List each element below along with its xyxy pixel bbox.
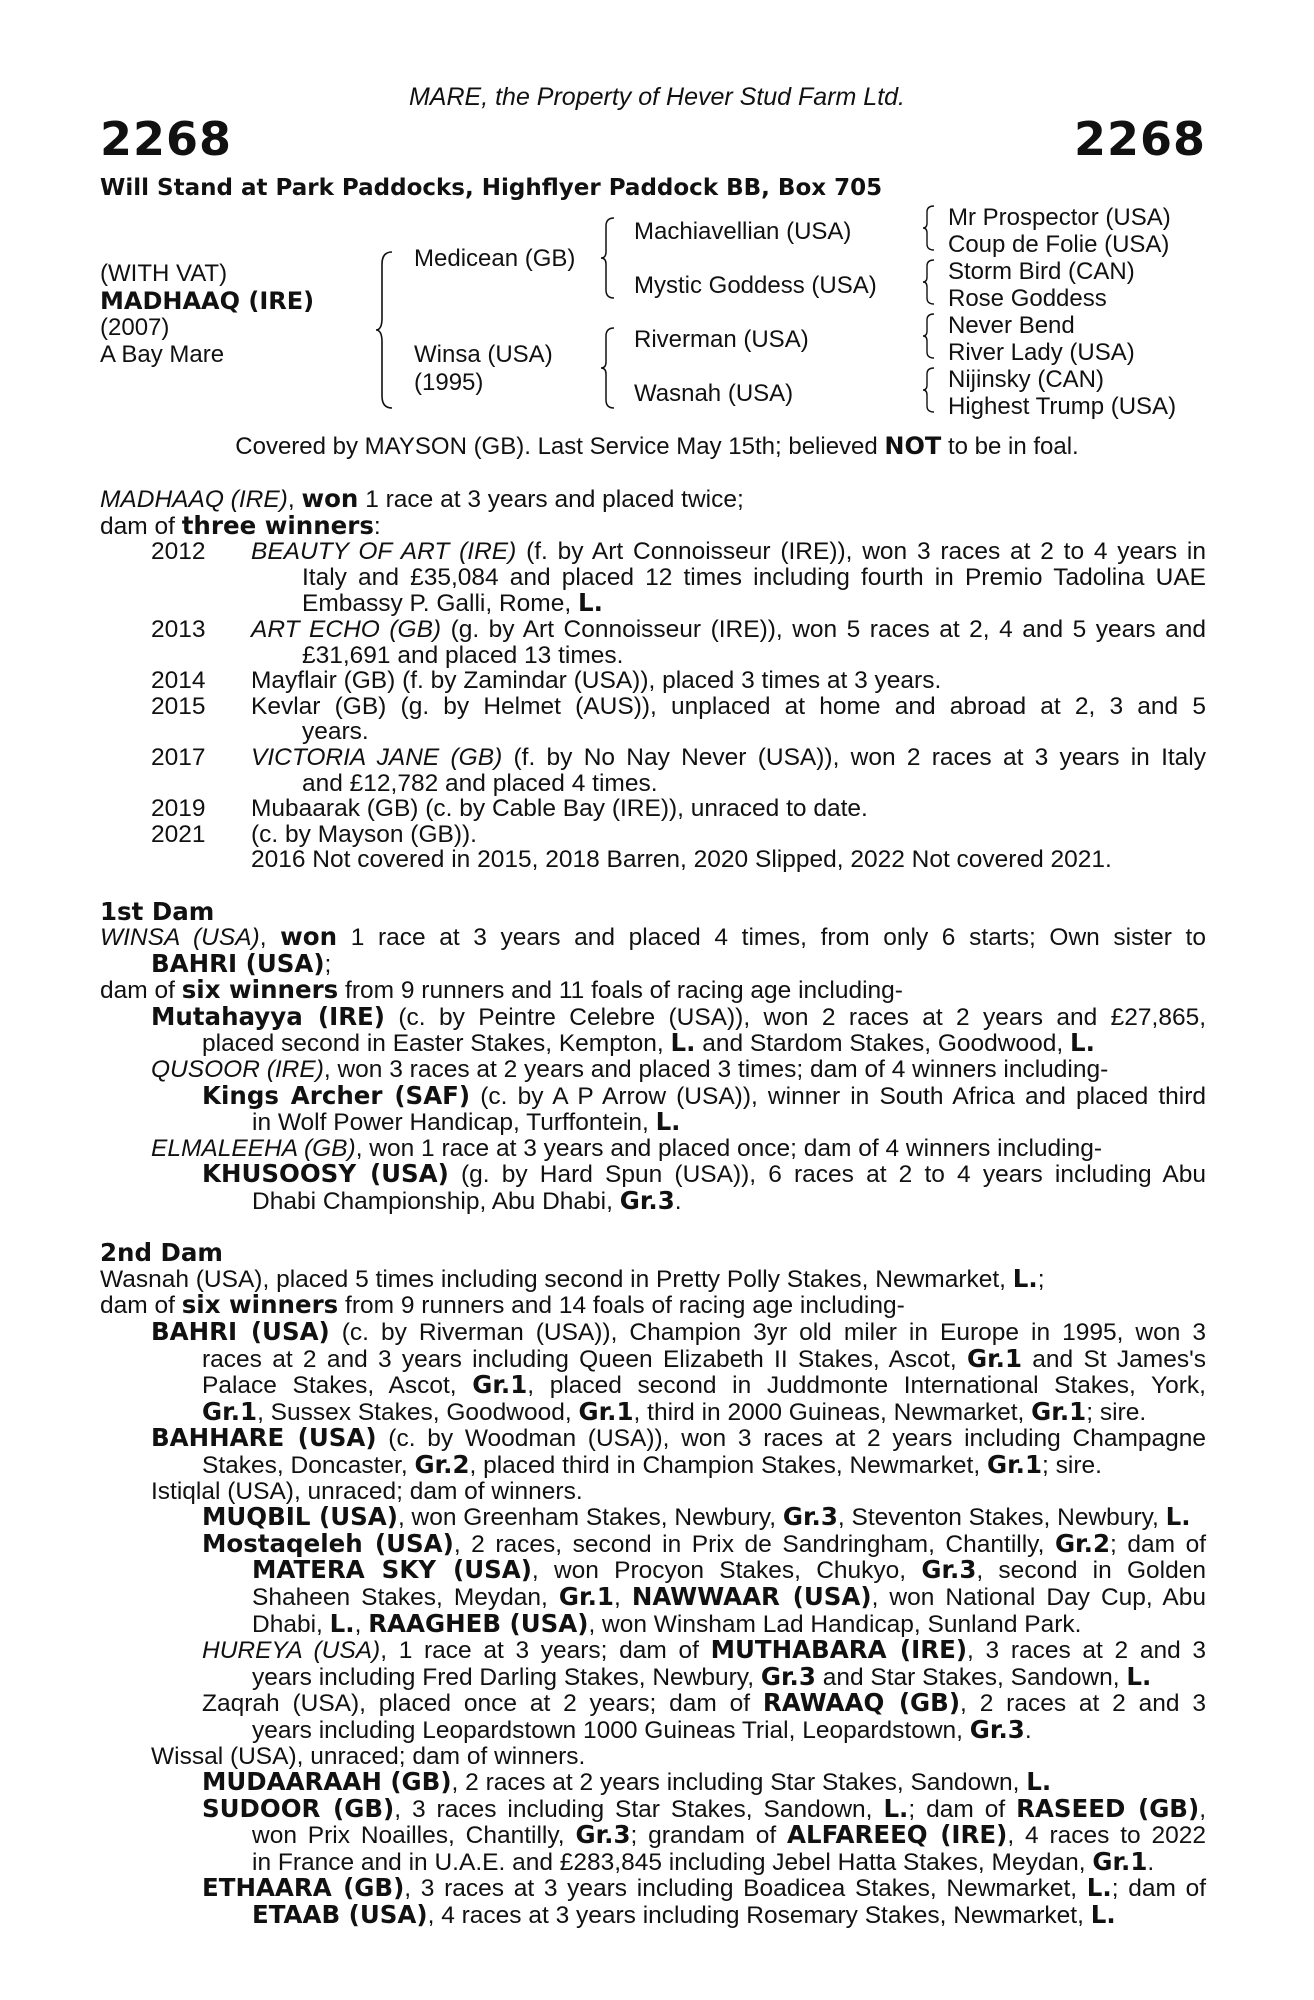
pedigree-line: KHUSOOSY (USA) (g. by Hard Spun (USA)), 6 races at 2 to 4 years including Abu (202, 1159, 1207, 1189)
pedigree-line: BAHRI (USA); (151, 948, 332, 978)
produce-record: 1 race at 3 years and placed twice; (358, 486, 744, 513)
pedigree-dam-sire: Riverman (USA) (634, 326, 809, 353)
produce-notes: 2016 Not covered in 2015, 2018 Barren, 2020 Slipped, 2022 Not covered 2021. (251, 846, 1112, 874)
produce-year: 2013 (151, 615, 206, 643)
pedigree-ssd: Coup de Folie (USA) (948, 231, 1170, 258)
produce-entry-line: 2019 Mubaarak (GB) (c. by Cable Bay (IRE)), unraced to date. (100, 796, 1206, 822)
pedigree-line: Palace Stakes, Ascot, Gr.1, placed second in Juddmonte International Stakes, York, (202, 1370, 1206, 1400)
covered-pre: Covered by MAYSON (GB). Last Service May 15th; believed (235, 433, 885, 460)
stand-location: Will Stand at Park Paddocks, Highflyer Paddock BB, Box 705 (100, 175, 883, 201)
covered-statement (0, 432, 1314, 461)
covered-not: NOT (884, 432, 942, 460)
pedigree-dsd: River Lady (USA) (948, 339, 1135, 366)
pedigree-sire-sire: Machiavellian (USA) (634, 218, 852, 245)
pedigree-line: Shaheen Stakes, Meydan, Gr.1, NAWWAAR (USA), won National Day Cup, Abu (252, 1581, 1206, 1611)
produce-entry-line: 2017 VICTORIA JANE (GB) (f. by No Nay Never (USA)), won 2 races at 3 years in Italy (100, 745, 1206, 771)
pedigree-line: Mutahayya (IRE) (c. by Peintre Celebre (USA)), won 2 races at 2 years and £27,865, (151, 1001, 1207, 1031)
produce-year: 2017 (151, 743, 206, 771)
pedigree-line: Wissal (USA), unraced; dam of winners. (151, 1742, 586, 1770)
second-dam-heading: 2nd Dam (100, 1238, 223, 1268)
pedigree-line: MUDAARAAH (GB), 2 races at 2 years including Star Stakes, Sandown, L. (202, 1767, 1052, 1797)
pedigree-line: MATERA SKY (USA), won Procyon Stakes, Chukyo, Gr.3, second in Golden (252, 1555, 1206, 1585)
brace-sd (922, 258, 936, 306)
first-dam-heading: 1st Dam (100, 896, 215, 926)
pedigree-line: dam of six winners from 9 runners and 14 foals of racing age including- (100, 1290, 905, 1320)
pedigree-line: ETHAARA (GB), 3 races at 3 years including Boadicea Stakes, Newmarket, L.; dam of (202, 1873, 1206, 1903)
pedigree-line: in Wolf Power Handicap, Turffontein, L. (252, 1107, 681, 1137)
pedigree-line: Kings Archer (SAF) (c. by A P Arrow (USA)), winner in South Africa and placed third (202, 1080, 1206, 1110)
lot-number-right: 2268 (1073, 112, 1206, 166)
pedigree-line: WINSA (USA), won 1 race at 3 years and placed 4 times, from only 6 starts; Own sister to (100, 922, 1206, 952)
pedigree-line: years including Leopardstown 1000 Guineas Trial, Leopardstown, Gr.3. (252, 1714, 1032, 1744)
pedigree-line: races at 2 and 3 years including Queen Elizabeth II Stakes, Ascot, Gr.1 and St James's (202, 1343, 1206, 1373)
brace-sire (600, 216, 616, 300)
pedigree-line: BAHRI (USA) (c. by Riverman (USA)), Champion 3yr old miler in Europe in 1995, won 3 (151, 1317, 1206, 1346)
pedigree-line: HUREYA (USA), 1 race at 3 years; dam of MUTHABARA (IRE), 3 races at 2 and 3 (202, 1635, 1207, 1665)
produce-entry-line: 2015 Kevlar (GB) (g. by Helmet (AUS)), unplaced at home and abroad at 2, 3 and 5 (100, 694, 1206, 720)
produce-dam-name: MADHAAQ (IRE) (100, 486, 288, 513)
pedigree-dam-year: (1995) (414, 369, 484, 396)
pedigree-line: Zaqrah (USA), placed once at 2 years; dam of RAWAAQ (GB), 2 races at 2 and 3 (202, 1688, 1206, 1718)
pedigree-line: Wasnah (USA), placed 5 times including second in Pretty Polly Stakes, Newmarket, L.; (100, 1263, 1045, 1293)
pedigree-line: Mostaqeleh (USA), 2 races, second in Prix de Sandringham, Chantilly, Gr.2; dam of (202, 1528, 1207, 1558)
pedigree-line: ELMALEEHA (GB), won 1 race at 3 years and placed once; dam of 4 winners including- (151, 1134, 1103, 1162)
pedigree-line: QUSOOR (IRE), won 3 races at 2 years and placed 3 times; dam of 4 winners including- (151, 1056, 1109, 1084)
horse-year: (2007) (100, 314, 170, 341)
pedigree-ddd: Highest Trump (USA) (948, 393, 1177, 420)
produce-entry-line: 2014 Mayflair (GB) (f. by Zamindar (USA)), placed 3 times at 3 years. (100, 668, 1206, 694)
pedigree-dss: Never Bend (948, 312, 1075, 339)
pedigree-line: Gr.1, Sussex Stakes, Goodwood, Gr.1, third in 2000 Guineas, Newmarket, Gr.1; sire. (202, 1396, 1147, 1426)
produce-list (100, 539, 1206, 847)
pedigree-dam: Winsa (USA) (414, 341, 553, 368)
pedigree-line: Dhabi Championship, Abu Dhabi, Gr.3. (252, 1186, 682, 1216)
pedigree-line: MUQBIL (USA), won Greenham Stakes, Newbury, Gr.3, Steventon Stakes, Newbury, L. (202, 1502, 1191, 1532)
pedigree-line: ETAAB (USA), 4 races at 3 years including Rosemary Stakes, Newmarket, L. (252, 1900, 1116, 1930)
produce-entry-line: and £12,782 and placed 4 times. (302, 769, 658, 797)
produce-entry-line: years. (302, 718, 369, 746)
catalogue-body (100, 486, 1206, 1929)
vendor-line: MARE, the Property of Hever Stud Farm Ltd. (408, 83, 906, 111)
pedigree-dam-dam: Wasnah (USA) (634, 380, 794, 407)
pedigree-sire-dam: Mystic Goddess (USA) (634, 272, 877, 299)
second-dam-section (100, 1263, 1207, 1930)
brace-dam (600, 326, 616, 410)
pedigree-line: years including Fred Darling Stakes, Newbury, Gr.3 and Star Stakes, Sandown, L. (252, 1661, 1152, 1691)
pedigree-line: SUDOOR (GB), 3 races including Star Stakes, Sandown, L.; dam of RASEED (GB), (202, 1793, 1206, 1823)
pedigree-line: dam of six winners from 9 runners and 11 foals of racing age including- (100, 975, 903, 1005)
pedigree-line: placed second in Easter Stakes, Kempton, L. and Stardom Stakes, Goodwood, L. (202, 1028, 1095, 1058)
produce-won: won (301, 484, 359, 513)
pedigree-sss: Mr Prospector (USA) (948, 204, 1171, 231)
produce-entry-line: Embassy P. Galli, Rome, L. (302, 588, 603, 618)
produce-entry-line: 2021 (c. by Mayson (GB)). (100, 822, 1206, 848)
produce-entry-line: Italy and £35,084 and placed 12 times including fourth in Premio Tadolina UAE (302, 563, 1206, 591)
pedigree-line: won Prix Noailles, Chantilly, Gr.3; grandam of ALFAREEQ (IRE), 4 races to 2022 (252, 1820, 1207, 1850)
produce-entry-line: £31,691 and placed 13 times. (302, 641, 624, 669)
produce-intro: MADHAAQ (IRE), won 1 race at 3 years and placed twice; (100, 484, 744, 513)
horse-description: A Bay Mare (100, 341, 225, 368)
covered-post: to be in foal. (941, 433, 1079, 460)
produce-dam-of: dam of three winners: (100, 510, 381, 540)
brace-dd (922, 366, 936, 414)
pedigree-line: Stakes, Doncaster, Gr.2, placed third in Champion Stakes, Newmarket, Gr.1; sire. (202, 1449, 1102, 1479)
brace-main (374, 250, 396, 410)
pedigree-dds: Nijinsky (CAN) (948, 366, 1104, 393)
pedigree-line: Dhabi, L., RAAGHEB (USA), won Winsham Lad Handicap, Sunland Park. (252, 1608, 1082, 1638)
pedigree-line: BAHHARE (USA) (c. by Woodman (USA)), won 3 races at 2 years including Champagne (151, 1423, 1206, 1453)
produce-year: 2014 (151, 667, 206, 695)
first-dam-section (100, 924, 1206, 1215)
pedigree-line: Istiqlal (USA), unraced; dam of winners. (151, 1477, 583, 1505)
brace-ss (922, 204, 936, 252)
lot-number-left: 2268 (100, 112, 233, 166)
vat-note: (WITH VAT) (100, 260, 228, 287)
produce-year: 2019 (151, 795, 206, 823)
produce-entry-line: 2012 BEAUTY OF ART (IRE) (f. by Art Connoisseur (IRE)), won 3 races at 2 to 4 years in (100, 539, 1206, 565)
produce-entry-line: 2013 ART ECHO (GB) (g. by Art Connoisseur (IRE)), won 5 races at 2, 4 and 5 years and (100, 617, 1206, 643)
produce-year: 2015 (151, 692, 206, 720)
produce-year: 2021 (151, 820, 206, 848)
pedigree-sdd: Rose Goddess (948, 285, 1107, 312)
pedigree-sire: Medicean (GB) (414, 245, 576, 272)
pedigree-sds: Storm Bird (CAN) (948, 258, 1135, 285)
horse-name: MADHAAQ (IRE) (100, 287, 315, 315)
pedigree-line: in France and in U.A.E. and £283,845 including Jebel Hatta Stakes, Meydan, Gr.1. (252, 1846, 1155, 1876)
brace-ds (922, 312, 936, 360)
produce-year: 2012 (151, 538, 206, 566)
